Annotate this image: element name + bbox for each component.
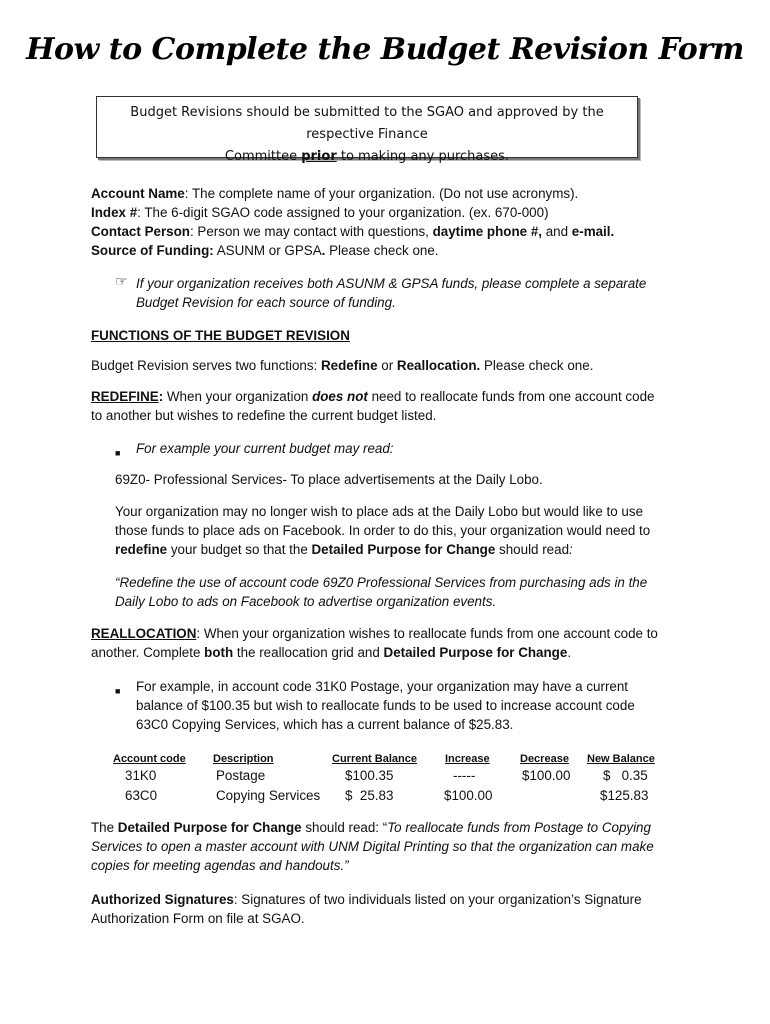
redefine-para-text: : [569,542,573,557]
redefine-text: When your organization [163,389,313,404]
redefine-para-text: your budget so that the [167,542,312,557]
grid-header: Account code [113,753,186,765]
redefine-paragraph [91,387,691,425]
redefine-para-emphasis: Detailed Purpose for Change [311,542,496,557]
grid-cell: 31K0 [125,768,157,783]
detailed-text: The [91,820,118,835]
quote-line: Daily Lobo to ads on Facebook to advertise organization events. [115,594,497,609]
notice-box [96,96,638,164]
detailed-emphasis: Detailed Purpose for Change [117,820,302,835]
field-label: Account Name [91,186,185,201]
reallocation-label: REALLOCATION [91,626,197,641]
field-emphasis: e-mail. [571,224,615,239]
field-text: Please check one. [325,243,439,258]
redefine-para-line: those funds to place ads on Facebook. In order to do this, your organization would need to [115,523,651,538]
redefine-quote [115,573,695,611]
grid-header: Decrease [520,753,569,765]
quote-line: “Redefine the use of account code 69Z0 Professional Services from purchasing ads in the [115,575,648,590]
detailed-quote: copies for meeting agendas and handouts.” [91,858,349,873]
reallocation-example [136,677,696,734]
redefine-para-line: Your organization may no longer wish to place ads at the Daily Lobo but would like to use [115,504,644,519]
example-line: 63C0 Copying Services, which has a current balance of $25.83. [136,717,514,732]
redefine-example-intro: For example your current budget may read: [136,441,394,456]
field-label: Contact Person [91,224,190,239]
field-label: Source of Funding: [91,243,214,258]
redefine-label: REDEFINE [91,389,159,404]
grid-cell: $100.00 [522,768,571,783]
reallocation-text: . [567,645,572,660]
reallocation-text: the reallocation grid and [233,645,384,660]
funding-note [136,274,696,312]
field-account-name [91,184,691,203]
redefine-emphasis: does not [312,389,368,404]
example-line: balance of $100.35 but wish to reallocate funds to be used to increase account code [136,698,635,713]
redefine-para-emphasis: redefine [115,542,168,557]
grid-cell: 63C0 [125,788,158,803]
field-index [91,203,691,222]
bullet-square-icon: ■ [115,686,121,696]
field-label: Index # [91,205,138,220]
notice-line-1: Budget Revisions should be submitted to the SGAO and approved by the respective Finance [130,105,604,142]
detailed-purpose [91,818,691,875]
notice-text: Committee [224,149,302,164]
notice-line-2 [97,146,637,168]
intro-emphasis: Reallocation. [396,358,481,373]
grid-cell: ----- [453,768,476,783]
notice-text: to making any purchases. [336,149,510,164]
grid-cell: $125.83 [600,788,649,803]
field-text: ASUNM or GPSA [213,243,322,258]
grid-cell: $ 25.83 [345,788,394,803]
signatures-text: : Signatures of two individuals listed on your organization’s Signature [233,892,642,907]
reallocation-text: : When your organization wishes to reallocate funds from one account code to [196,626,658,641]
redefine-para-text: should read [495,542,570,557]
functions-heading: FUNCTIONS OF THE BUDGET REVISION [91,328,350,343]
intro-text: Please check one. [480,358,594,373]
redefine-paragraph-2 [115,502,695,559]
grid-cell: $100.00 [444,788,493,803]
detailed-quote: To reallocate funds from Postage to Copying [387,820,651,835]
bullet-square-icon: ■ [115,448,121,458]
field-text: and [542,224,572,239]
reallocation-emphasis: Detailed Purpose for Change [383,645,568,660]
page-title: How to Complete the Budget Revision Form [26,32,744,67]
reallocation-paragraph [91,624,691,662]
signatures-text: Authorization Form on file at SGAO. [91,911,305,926]
detailed-text: should read: “ [301,820,388,835]
signatures-label: Authorized Signatures [91,892,234,907]
field-contact [91,222,691,241]
detailed-quote: Services to open a master account with UNM Digital Printing so that the organization can make [91,839,654,854]
notice-emphasis: prior [301,149,337,164]
field-text: : The complete name of your organization. (Do not use acronyms). [184,186,579,201]
functions-intro [91,356,691,375]
field-emphasis: daytime phone #, [432,224,542,239]
reallocation-text: another. Complete [91,645,205,660]
grid-cell: Copying Services [216,788,321,803]
intro-text: Budget Revision serves two functions: [91,358,321,373]
example-line: For example, in account code 31K0 Postage, your organization may have a current [136,679,629,694]
redefine-text: need to reallocate funds from one account code [367,389,655,404]
grid-header: Current Balance [332,753,417,765]
authorized-signatures [91,890,691,928]
grid-header: Description [213,753,274,765]
field-source [91,241,691,260]
intro-emphasis: Redefine [321,358,378,373]
reallocation-emphasis: both [204,645,234,660]
pointing-hand-icon: ☞ [115,273,128,289]
intro-text: or [377,358,397,373]
field-text: : Person we may contact with questions, [189,224,433,239]
grid-header: New Balance [587,753,655,765]
grid-header: Increase [445,753,490,765]
redefine-line-2: to another but wishes to redefine the current budget listed. [91,408,437,423]
note-line-1: If your organization receives both ASUNM & GPSA funds, please complete a separate [136,276,647,291]
grid-cell: $100.35 [345,768,394,783]
redefine-colon: : [158,389,164,404]
field-text: : The 6-digit SGAO code assigned to your organization. (ex. 670-000) [137,205,549,220]
grid-cell: $ 0.35 [603,768,648,783]
field-text: . [321,243,326,258]
note-line-2: Budget Revision for each source of funding. [136,295,396,310]
redefine-example-line: 69Z0- Professional Services- To place advertisements at the Daily Lobo. [115,472,543,487]
grid-cell: Postage [216,768,266,783]
